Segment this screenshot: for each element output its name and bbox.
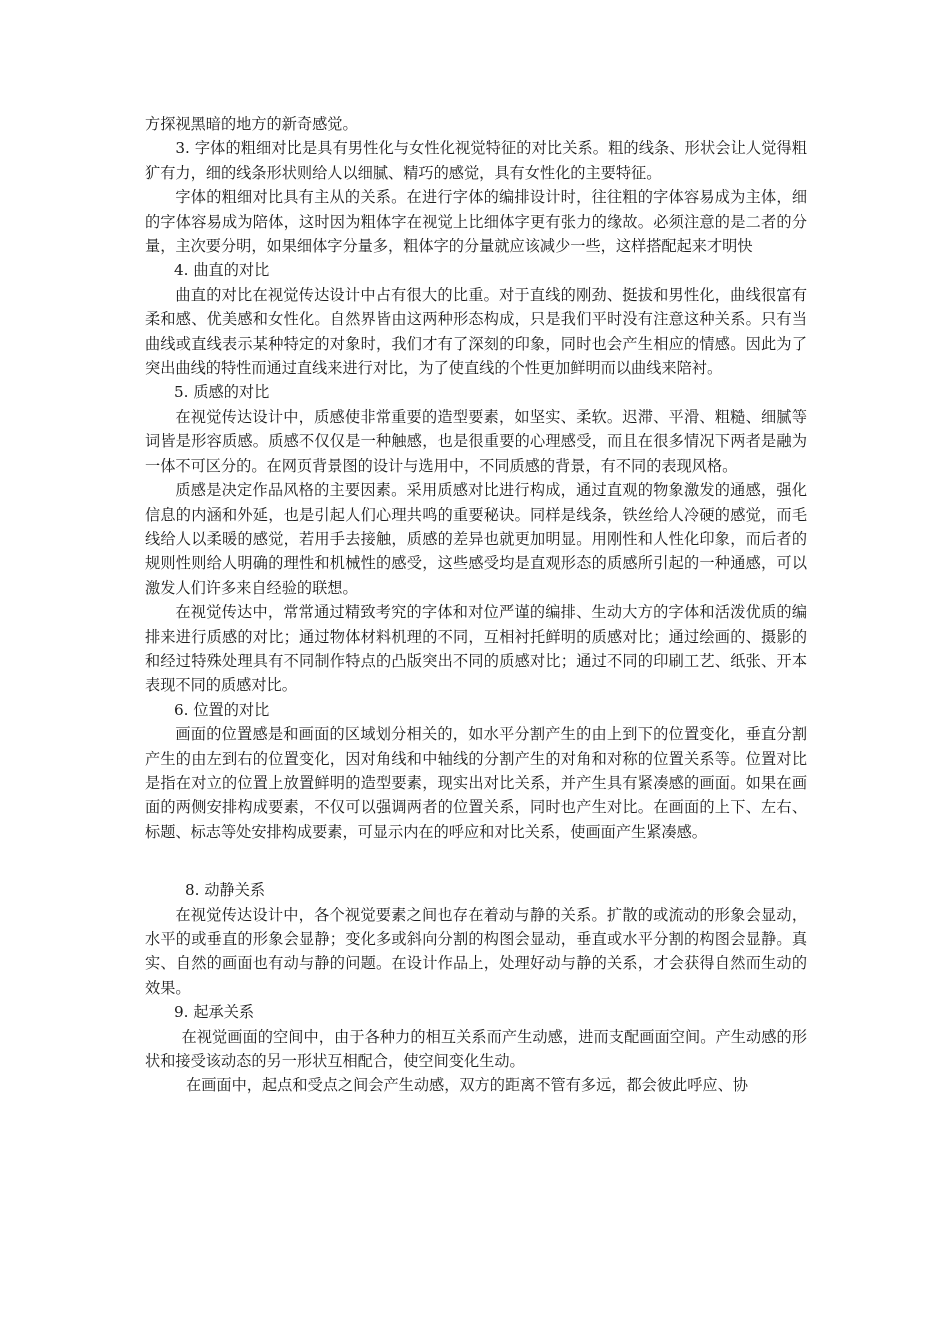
paragraph-continuation: 方探视黑暗的地方的新奇感觉。 <box>145 115 358 133</box>
paragraph-start-continuation-2: 在画面中，起点和受点之间会产生动感，双方的距离不管有多远，都会彼此呼应、协 <box>186 1076 748 1095</box>
document-body <box>145 112 807 1098</box>
paragraph-texture-1: 在视觉传达设计中，质感使非常重要的造型要素，如坚实、柔软。迟滞、平滑、粗糙、细腻等词皆是形容质感。质感不仅仅是一种触感，也是很重要的心理感受，而且在很多情况下两者是融为一体不可区分的。在网页背景图的设计与选用中，不同质感的背景，有不同的表现风格。 <box>145 407 807 475</box>
paragraph-position: 画面的位置感是和画面的区域划分相关的，如水平分割产生的由上到下的位置变化，垂直分割产生的由左到右的位置变化，因对角线和中轴线的分割产生的对角和对称的位置关系等。位置对比是指在对立的位置上放置鲜明的造型要素，现实出对比关系，并产生具有紧凑感的画面。如果在画面的两侧安排构成要素，不仅可以强调两者的位置关系，同时也产生对比。在画面的上下、左右、标题、标志等处安排构成要素，可显示内在的呼应和对比关系，使画面产生紧凑感。 <box>145 725 807 841</box>
section-heading-curve-straight: 4. 曲直的对比 <box>174 261 270 280</box>
section-heading-texture: 5. 质感的对比 <box>174 383 270 402</box>
section-heading-start-continuation: 9. 起承关系 <box>174 1003 255 1022</box>
section-heading-position: 6. 位置的对比 <box>174 700 270 719</box>
paragraph-weight-contrast: 3. 字体的粗细对比是具有男性化与女性化视觉特征的对比关系。粗的线条、形状会让人觉得粗犷有力，细的线条形状则给人以细腻、精巧的感觉，具有女性化的主要特征。 <box>145 139 807 182</box>
paragraph-texture-2: 质感是决定作品风格的主要因素。采用质感对比进行构成，通过直观的物象激发的通感，强化信息的内涵和外延，也是引起人们心理共鸣的重要秘诀。同样是线条，铁丝给人冷硬的感觉，而毛线给人以柔暖的感觉，若用手去接触，质感的差异也就更加明显。用刚性和人性化印象，而后者的规则性则给人明确的理性和机械性的感受，这些感受均是直观形态的质感所引起的一种通感，可以激发人们许多来自经验的联想。 <box>145 481 807 597</box>
paragraph-texture-3: 在视觉传达中，常常通过精致考究的字体和对位严谨的编排、生动大方的字体和活泼优质的编排来进行质感的对比；通过物体材料机理的不同，互相衬托鲜明的质感对比；通过绘画的、摄影的和经过特殊处理具有不同制作特点的凸版突出不同的质感对比；通过不同的印刷工艺、纸张、开本表现不同的质感对比。 <box>145 603 807 695</box>
paragraph-motion-stillness: 在视觉传达设计中，各个视觉要素之间也存在着动与静的关系。扩散的或流动的形象会显动，水平的或垂直的形象会显静；变化多或斜向分割的构图会显动，垂直或水平分割的构图会显静。真实、自然的画面也有动与静的问题。在设计作品上，处理好动与静的关系，才会获得自然而生动的效果。 <box>145 905 807 997</box>
blank-gap <box>145 844 807 878</box>
paragraph-curve-straight: 曲直的对比在视觉传达设计中占有很大的比重。对于直线的刚劲、挺拔和男性化，曲线很富有柔和感、优美感和女性化。自然界皆由这两种形态构成，只是我们平时没有注意这种关系。只有当曲线或直线表示某种特定的对象时，我们才有了深刻的印象，同时也会产生相应的情感。因此为了突出曲线的特性而通过直线来进行对比，为了使直线的个性更加鲜明而以曲线来陪衬。 <box>145 285 807 378</box>
paragraph-start-continuation-1: 在视觉画面的空间中，由于各种力的相互关系而产生动感，进而支配画面空间。产生动感的形状和接受该动态的另一形状互相配合，使空间变化生动。 <box>145 1027 807 1071</box>
section-heading-motion-stillness: 8. 动静关系 <box>185 881 266 900</box>
paragraph-weight-hierarchy: 字体的粗细对比具有主从的关系。在进行字体的编排设计时，往往粗的字体容易成为主体，细的字体容易成为陪体，这时因为粗体字在视觉上比细体字更有张力的缘故。必须注意的是二者的分量，主次要分明，如果细体字分量多，粗体字的分量就应该减少一些，这样搭配起来才明快 <box>145 188 807 256</box>
